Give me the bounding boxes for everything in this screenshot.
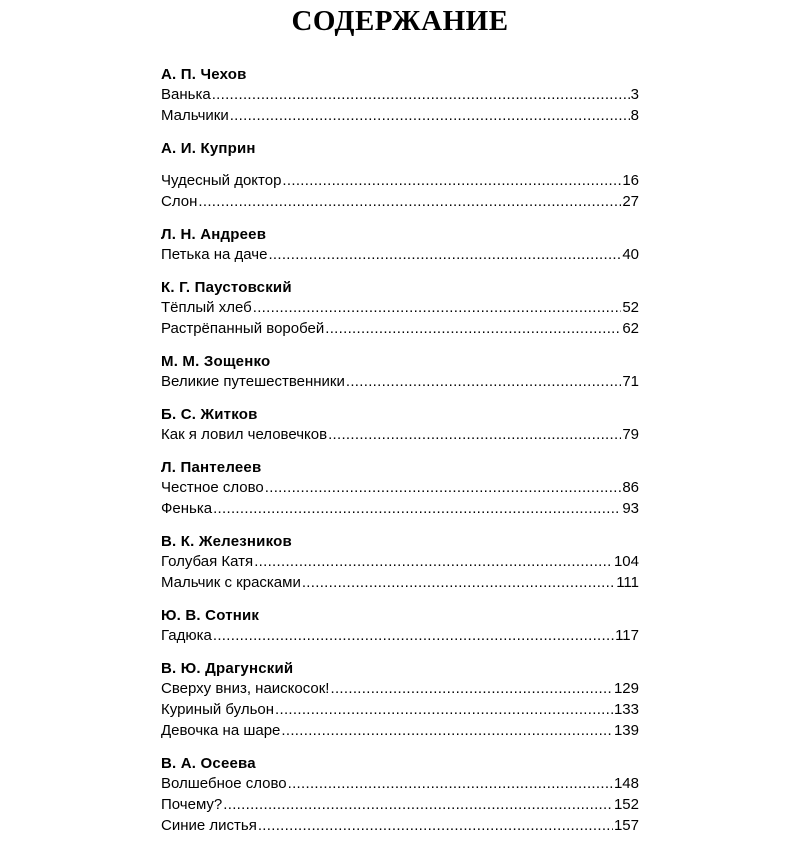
dot-leader (265, 477, 622, 498)
entry-page-number: 52 (622, 299, 639, 316)
entry-page-number: 8 (630, 107, 639, 124)
entry-page-number: 139 (613, 722, 639, 739)
entry-title: Сверху вниз, наискосок! (161, 680, 330, 697)
entry-page-number: 152 (613, 796, 639, 813)
dot-leader (268, 244, 621, 265)
entry-page-number: 27 (622, 193, 639, 210)
toc-section (161, 755, 639, 836)
entry-page-number: 148 (613, 775, 639, 792)
author-name: К. Г. Паустовский (161, 279, 292, 296)
dot-leader (346, 371, 621, 392)
entry-title: Чудесный доктор (161, 172, 282, 189)
dot-leader (253, 297, 622, 318)
toc-entry (161, 84, 639, 105)
toc-section (161, 279, 639, 339)
entry-page-number: 16 (622, 172, 639, 189)
toc-entry (161, 678, 639, 699)
author-name: Ю. В. Сотник (161, 607, 260, 624)
entry-page-number: 62 (622, 320, 639, 337)
entry-page-number: 129 (613, 680, 639, 697)
entry-page-number: 3 (630, 86, 639, 103)
toc-section (161, 353, 639, 392)
toc-section (161, 459, 639, 519)
entry-title: Фенька (161, 500, 213, 517)
entry-title: Тёплый хлеб (161, 299, 252, 316)
toc-section (161, 66, 639, 126)
author-name: В. К. Железников (161, 533, 292, 550)
dot-leader (325, 318, 621, 339)
entry-title: Гадюка (161, 627, 212, 644)
toc-entry (161, 720, 639, 741)
toc-section (161, 226, 639, 265)
toc-entry (161, 371, 639, 392)
entry-title: Мальчик с красками (161, 574, 301, 591)
entry-title: Почему? (161, 796, 223, 813)
author-name: Б. С. Житков (161, 406, 258, 423)
dot-leader (213, 498, 621, 519)
entry-page-number: 79 (622, 426, 639, 443)
entry-title: Мальчики (161, 107, 229, 124)
entry-title: Слон (161, 193, 198, 210)
entry-title: Синие листья (161, 817, 257, 834)
entry-title: Ванька (161, 86, 211, 103)
entry-page-number: 157 (613, 817, 639, 834)
toc-entry (161, 105, 639, 126)
entry-page-number: 71 (622, 373, 639, 390)
toc-section (161, 660, 639, 741)
author-name: В. А. Осеева (161, 755, 256, 772)
dot-leader (288, 773, 613, 794)
dot-leader (213, 625, 614, 646)
toc-entry (161, 572, 639, 593)
toc-section (161, 533, 639, 593)
toc-entry (161, 191, 639, 212)
entry-page-number: 104 (613, 553, 639, 570)
dot-leader (258, 815, 613, 836)
entry-title: Голубая Катя (161, 553, 254, 570)
dot-leader (282, 170, 621, 191)
dot-leader (302, 572, 615, 593)
toc-section (161, 607, 639, 646)
entry-title: Девочка на шаре (161, 722, 281, 739)
dot-leader (230, 105, 630, 126)
toc-entry (161, 551, 639, 572)
toc-section (161, 406, 639, 445)
author-name: А. П. Чехов (161, 66, 247, 83)
dot-leader (281, 720, 613, 741)
toc-entry (161, 773, 639, 794)
entry-title: Куриный бульон (161, 701, 275, 718)
entry-title: Великие путешественники (161, 373, 345, 390)
entry-title: Волшебное слово (161, 775, 287, 792)
entry-title: Честное слово (161, 479, 264, 496)
author-name: А. И. Куприн (161, 140, 256, 157)
dot-leader (328, 424, 621, 445)
entry-page-number: 117 (615, 627, 639, 644)
entry-page-number: 40 (622, 246, 639, 263)
author-name: Л. Н. Андреев (161, 226, 267, 243)
toc-entry (161, 424, 639, 445)
toc-entry (161, 244, 639, 265)
dot-leader (212, 84, 630, 105)
toc-entry (161, 297, 639, 318)
entry-page-number: 86 (622, 479, 639, 496)
dot-leader (198, 191, 621, 212)
page-title: СОДЕРЖАНИЕ (291, 5, 509, 37)
dot-leader (223, 794, 613, 815)
toc-entry (161, 794, 639, 815)
toc-entry (161, 498, 639, 519)
entry-page-number: 111 (616, 574, 639, 591)
dot-leader (275, 699, 613, 720)
toc-entry (161, 625, 639, 646)
table-of-contents (161, 66, 639, 850)
toc-entry (161, 477, 639, 498)
entry-title: Как я ловил человечков (161, 426, 328, 443)
toc-entry (161, 699, 639, 720)
toc-entry (161, 318, 639, 339)
author-name: Л. Пантелеев (161, 459, 262, 476)
author-name: В. Ю. Драгунский (161, 660, 294, 677)
toc-entry (161, 170, 639, 191)
dot-leader (330, 678, 612, 699)
toc-entry (161, 815, 639, 836)
entry-page-number: 93 (622, 500, 639, 517)
entry-title: Петька на даче (161, 246, 268, 263)
toc-section (161, 140, 639, 212)
author-name: М. М. Зощенко (161, 353, 271, 370)
entry-page-number: 133 (613, 701, 639, 718)
dot-leader (254, 551, 613, 572)
entry-title: Растрёпанный воробей (161, 320, 325, 337)
